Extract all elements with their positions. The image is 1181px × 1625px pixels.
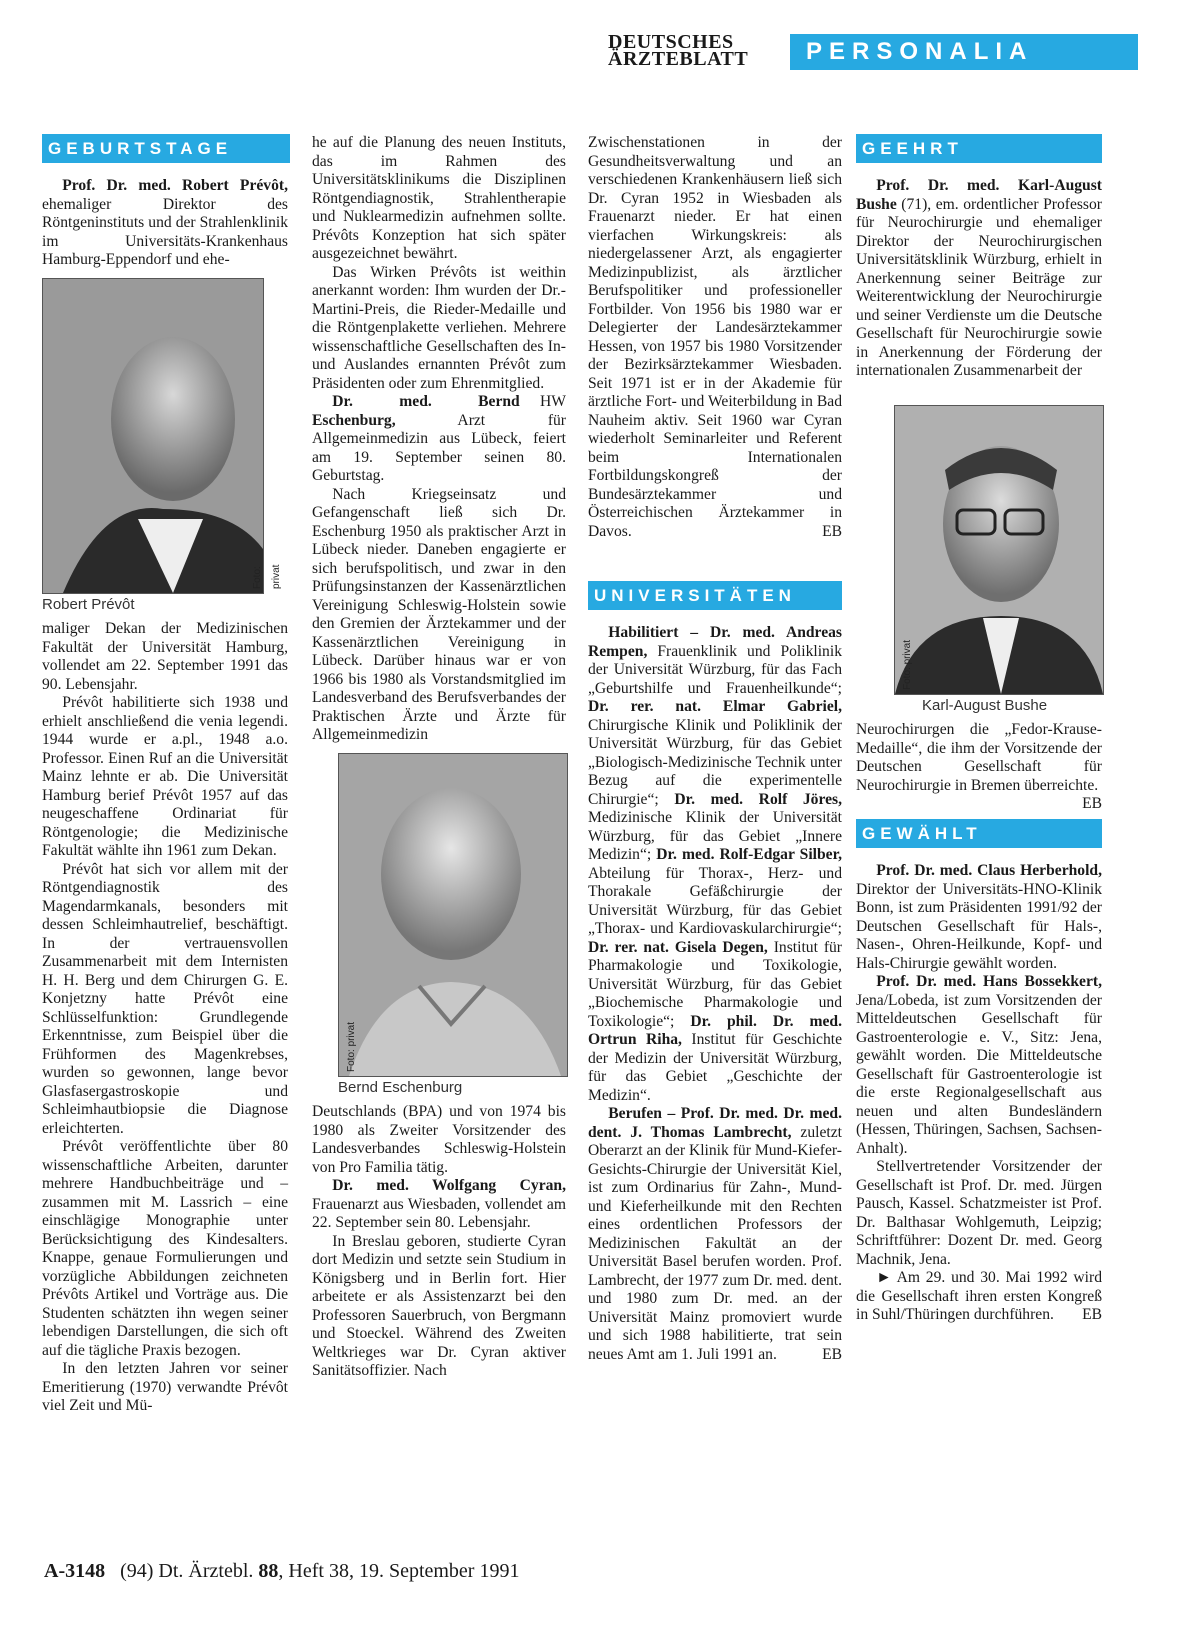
person-name: Dr. med. Bernd Eschenburg, [312,393,520,429]
person-name: Dr. med. Rolf-Edgar Silber, [656,846,842,863]
photo-credit: Foto: privat [346,1021,357,1072]
person-name: Prof. Dr. med. Hans Bossekkert, [876,973,1102,990]
photo-credit: Foto: privat [252,564,282,589]
article-text: Nach Kriegseinsatz und Gefangenschaft ließ sich Dr. Eschenburg 1950 als praktischer Arzt in Lübeck nieder. Daneben engagierte er sich berufspolitisch, und zwar in den Prüfungsinstanzen der Kassenärztlichen Vereinigung Schleswig-Holstein sowie den Gremien der Ärztekammer und der Kassenärztlichen Vereinigung in Lübeck. Darüber hinaus war er von 1966 bis 1980 als Vorstandsmitglied im Landesverband des Berufsverbandes der Praktischen Ärzte und Ärzte für Allgemeinmedizin [312,485,566,743]
photo-karl-august-bushe [894,405,1104,695]
person-name: Dr. med. Rolf Jöres, [674,790,842,808]
masthead-line2: ÄRZTEBLATT [608,48,749,70]
article-text-body: Das Wirken Prévôts ist weithin anerkannt worden: Ihm wurden der Dr.-Martini-Preis, die Rieder-Medaille und die Röntgenplakette verliehen. Mehrere wissenschaftliche Gesellschaften des In- und Auslandes ernannten Prévôt zum Präsidenten oder zum Ehrenmitglied. [312,263,566,392]
person-name: Dr. med. Wolfgang Cyran, [332,1177,566,1194]
author-signature: EB [822,1345,842,1363]
article-text: Jena/Lobeda, ist zum Vorsitzenden der Mitteldeutschen Gesellschaft für Gastroenterologie e. V., Sitz: Jena, gewählt worden. Die Mitteldeutsche Gesellschaft für Gastroenterologie ist die erste Regionalgesellschaft aus neuen und alten Bundesländern (Hessen, Thüringen, Sachsen, Sachsen-Anhalt). [856,991,1102,1157]
author-signature: EB [1082,1306,1102,1323]
photo-credit: Foto: privat [902,639,913,690]
portrait-image [43,279,263,593]
article-text [588,134,842,541]
photo-bernd-eschenburg [338,753,568,1077]
photo-caption: Karl-August Bushe [922,696,1048,714]
article-text: Deutschlands (BPA) und von 1974 bis 1980 als Zweiter Vorsitzender des Landesverbandes Schleswig-Holstein von Pro Familia tätig. [312,1103,566,1176]
page-number: A-3148 [44,1560,106,1582]
section-title-gewaehlt: GEWÄHLT [856,819,1102,848]
section-title-geehrt: GEEHRT [856,134,1102,163]
article-text: Institut für Geschichte der Medizin der Universität Würzburg, für das Gebiet „Geschichte der Medizin“. [588,1031,843,1104]
article-cyran-intro [312,1177,566,1233]
article-congress [856,1269,1102,1325]
article-prevot-intro [42,177,288,270]
article-text: Chirurgische Klinik und Poliklinik der Universität Würzburg, für das Gebiet „Biologisch-Medizinische Technik unter Bezug auf die experimentelle Chirurgie“; [588,716,842,808]
article-text: zuletzt Oberarzt an der Klinik für Mund-Kiefer-Gesichts-Chirurgie der Universität Kiel, ist zum Ordinarius für Zahn-, Mund- und Kieferheilkunde mit den Rechten eines ordentlichen Professors der Medizinischen Fakultät an der Universität Basel berufen worden. Prof. Lambrecht, der 1977 zum Dr. med. dent. und 1980 zum Dr. med. an der Universität Mainz promoviert wurde und sich 1988 habilitierte, trat sein neues Amt am 1. Juli 1991 an. [588,1123,842,1363]
section-title-universitaeten: UNIVERSITÄTEN [588,581,842,610]
article-text: Prévôt hat sich vor allem mit der Röntgendiagnostik des Magendarmkanals, besonders mit dessen Schleimhautrelief, beschäftigt. In der vertrauensvollen Zusammenarbeit mit dem Internisten H. H. Berg und dem Chirurgen G. E. Konjetzny hatte Prévôt eine Schlüsselfunktion: Grundlegende Erkenntnisse, zum Beispiel über die Frühformen des Magenkrebses, wurden so gewonnen, lange bevor Glasfasergastroskopie und Schleimhautbiopsie die Diagnose erleichterten. [42,860,288,1137]
article-text: Stellvertretender Vorsitzender der Gesellschaft ist Prof. Dr. med. Jürgen Pausch, Kassel. Schatzmeister ist Prof. Dr. Balthasar Wohlgemuth, Leipzig; Schriftführer: Dozent Dr. med. Georg Machnik, Jena. [856,1158,1102,1268]
article-text: Abteilung für Thorax-, Herz- und Thorakale Gefäßchirurgie der Universität Würzburg, für das Gebiet „Thorax- und Kardiovaskularchirurgie“; [588,864,842,937]
article-text [856,721,1102,812]
column-3 [588,134,842,1364]
article-text: Am 29. und 30. Mai 1992 wird die Gesellschaft ihren ersten Kongreß in Suhl/Thüringen durchführen. [856,1269,1102,1323]
article-bossekkert [856,973,1102,1158]
article-bushe-intro [856,177,1102,381]
page-footer [44,1560,519,1583]
portrait-image [339,754,567,1076]
person-name: Dr. rer. nat. Gisela Degen, [588,938,768,956]
article-text: Frauenklinik und Poliklinik der Universität Würzburg, für das Fach „Geburtshilfe und Frauenheilkunde“; [588,642,842,697]
arrow-icon: ► [876,1269,892,1286]
person-name: Dr. rer. nat. Elmar Gabriel, [588,698,842,715]
column-2 [312,134,566,1381]
masthead-line1: DEUTSCHES [608,31,734,53]
article-text: Institut für Pharmakologie und Toxikologie, Universität Würzburg, für das Gebiet „Biochemische Pharmakologie und Toxikologie“; [588,938,842,1030]
article-text: Prévôt habilitierte sich 1938 und erhielt anschließend die venia legendi. 1944 wurde er a.pl., 1948 a.o. Professor. Einen Ruf an die Universität Mainz lehnte er ab. Die Universität Hamburg berief Prévôt 1957 auf das neugeschaffene Ordinariat für Röntgenologie; die Medizinische Fakultät wählte ihn 1961 zum Dekan. [42,694,288,859]
article-text: Frauenarzt aus Wiesbaden, vollendet am 22. September sein 80. Lebensjahr. [312,1195,566,1231]
volume-number: 88 [258,1560,279,1582]
portrait-image [895,406,1103,694]
article-text: maliger Dekan der Medizinischen Fakultät der Universität Hamburg, vollendet am 22. September 1991 das 90. Lebensjahr. [42,620,288,693]
photo-caption: Robert Prévôt [42,595,135,613]
article-text: In den letzten Jahren vor seiner Emeritierung (1970) verwandte Prévôt viel Zeit und Mü- [42,1360,288,1414]
column-1 [42,134,288,1416]
habilitations-list [588,624,842,1105]
person-name: Dr. phil. Dr. med. Ortrun Riha, [588,1012,842,1048]
article-text: Direktor der Universitäts-HNO-Klinik Bonn, ist zum Präsidenten 1991/92 der Deutschen Gesellschaft für Hals-, Nasen-, Ohren-Heilkunde, Kopf- und Hals-Chirurgie gewählt worden. [856,880,1102,972]
section-banner: PERSONALIA [790,34,1138,70]
article-text: Prévôt veröffentlichte über 80 wissenschaftliche Arbeiten, darunter mehrere Handbuchbeiträge und – zusammen mit M. Lassrich – eine einschlägige Monographie unter Berücksichtigung des Kindesalters. Knappe, genaue Formulierungen und vorzügliche Abbildungen zeichneten Prévôts Artikel und Vorträge aus. Die Studenten schätzten ihn wegen seiner lebendigen Darstellungen, die sich oft auf die tägliche Praxis bezogen. [42,1138,288,1359]
masthead [608,31,778,70]
photo-caption: Bernd Eschenburg [338,1078,463,1096]
author-signature: EB [1082,795,1102,812]
issue-text: , Heft 38, 19. September 1991 [278,1560,520,1582]
article-text: Medizinische Klinik der Universität Würzburg, für das Gebiet „Innere Medizin“; [588,809,842,863]
photo-robert-prevot [42,278,282,594]
column-4 [856,134,1102,1325]
article-text: he auf die Planung des neuen Instituts, das im Rahmen des Universitätsklinikums die Disziplinen Röntgendiagnostik, Strahlentherapie und Nuklearmedizin aufnehmen sollte. Prévôts Konzeption hat sich später ausgezeichnet bewährt. [312,134,566,262]
person-name: Prof. Dr. med. Claus Herberhold, [876,862,1102,879]
article-text-body: Neurochirurgen die „Fedor-Krause-Medaille“, die ihm der Vorsitzende der Deutschen Gesellschaft für Neurochirurgie in Bremen überreichte. [856,721,1102,794]
person-name: Prof. Dr. med. Robert Prévôt, [62,177,288,194]
article-text: (71), em. ordentlicher Professor für Neurochirurgie und ehemaliger Direktor der Neurochirurgischen Universitätsklinik Würzburg, erhielt in Anerkennung seiner Beiträge zur Weiterentwicklung der Neurochirurgie und seiner Verdienste um die Deutsche Gesellschaft für Neurochirurgie sowie in Anerkennung der Förderung der internationalen Zusammenarbeit der [856,195,1102,379]
appointment-text [588,1105,842,1364]
section-title-geburtstage: GEBURTSTAGE [42,134,290,163]
person-name: Dr. med. Andreas Rempen, [588,624,842,660]
citation-text: (94) Dt. Ärztebl. [120,1560,259,1582]
person-name: Prof. Dr. med. Dr. med. dent. J. Thomas Lambrecht, [588,1105,842,1141]
article-text-body: Zwischenstationen in der Gesundheitsverwaltung und an verschiedenen Krankenhäusern ließ sich Dr. Cyran 1952 in Wiesbaden als Frauenarzt nieder. Er hat einen vierfachen Wirkungskreis: als niedergelassener Arzt, als engagierter Medizinpublizist, als ärztlicher Berufspolitiker und professioneller Fortbilder. Von 1956 bis 1980 war er Delegierter der Landesärztekammer Hessen, von 1957 bis 1980 Vorsitzender der Bezirksärztekammer Wiesbaden. Seit 1971 ist er in der Akademie für ärztliche Fort- und Weiterbildung in Bad Nauheim aktiv. Seit 1960 war Cyran wiederholt Seminarleiter und Referent beim Internationalen Fortbildungskongreß der Bundesärztekammer und Österreichischen Ärztekammer in Davos. [588,134,842,540]
article-herberhold [856,862,1102,973]
article-text: In Breslau geboren, studierte Cyran dort Medizin und setzte sein Studium in Königsberg und in Berlin fort. Hier arbeitete er als Assistenzarzt bei den Professoren Sauerbruch, von Bergmann und Stoeckel. Während des Zweiten Weltkrieges war Dr. Cyran aktiver Sanitätsoffizier. Nach [312,1232,566,1379]
article-text: ehemaliger Direktor des Röntgeninstituts und der Strahlenklinik im Universitäts-Krankenhaus Hamburg-Eppendorf und ehe- [42,195,288,268]
article-text [312,263,566,410]
article-text: Arzt für Allgemeinmedizin aus Lübeck, feiert am 19. September seinen 80. Geburtstag. [312,411,566,484]
label-habilitiert: Habilitiert – [608,624,710,641]
label-berufen: Berufen – [608,1105,681,1122]
author-signature: EB [822,522,842,540]
author-signature: HW [540,393,566,410]
person-name: Prof. Dr. med. Karl-August Bushe [856,177,1102,213]
